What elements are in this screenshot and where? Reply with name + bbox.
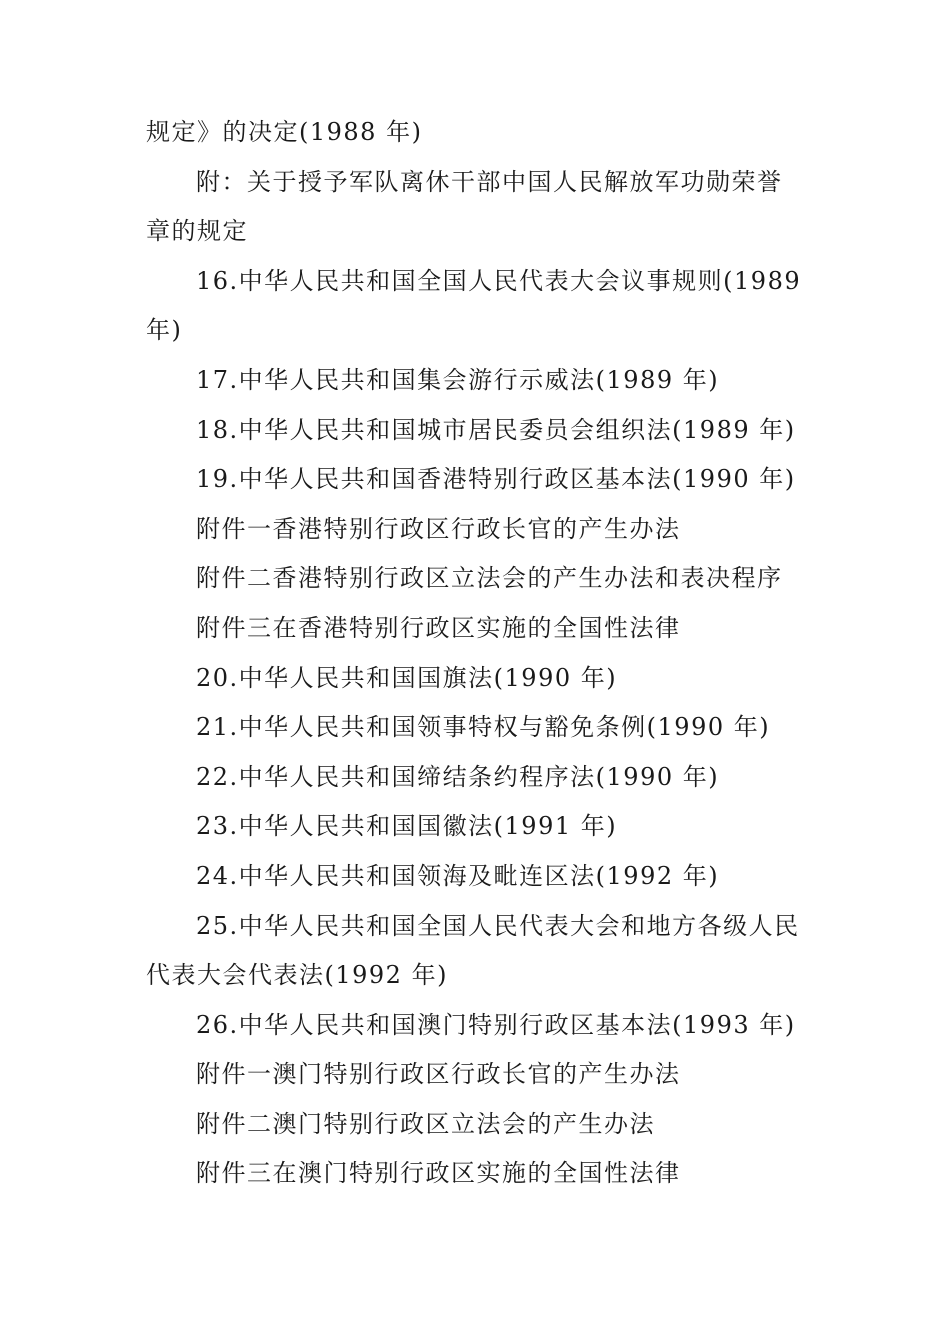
list-item-26-annex-1: 附件一澳门特别行政区行政长官的产生办法 (196, 1060, 681, 1089)
list-item-22: 22.中华人民共和国缔结条约程序法(1990 年) (196, 762, 720, 791)
list-item-23: 23.中华人民共和国国徽法(1991 年) (196, 812, 618, 841)
list-item-19-annex-3: 附件三在香港特别行政区实施的全国性法律 (196, 613, 681, 642)
list-item-19-annex-1: 附件一香港特别行政区行政长官的产生办法 (196, 514, 681, 543)
list-item-26-annex-3: 附件三在澳门特别行政区实施的全国性法律 (196, 1159, 681, 1188)
document-body (146, 108, 806, 1199)
paragraph-appendix-note: 附：关于授予军队离休干部中国人民解放军功勋荣誉章的规定 (146, 167, 783, 246)
list-item-18: 18.中华人民共和国城市居民委员会组织法(1989 年) (196, 415, 796, 444)
list-item-19-annex-2: 附件二香港特别行政区立法会的产生办法和表决程序 (196, 564, 783, 593)
paragraph-continuation: 规定》的决定(1988 年) (146, 118, 423, 146)
list-item-24: 24.中华人民共和国领海及毗连区法(1992 年) (196, 861, 720, 890)
list-item-20: 20.中华人民共和国国旗法(1990 年) (196, 663, 618, 692)
list-item-26-annex-2: 附件二澳门特别行政区立法会的产生办法 (196, 1109, 655, 1138)
list-item-25: 25.中华人民共和国全国人民代表大会和地方各级人民代表大会代表法(1992 年) (146, 911, 800, 990)
list-item-26: 26.中华人民共和国澳门特别行政区基本法(1993 年) (196, 1010, 796, 1039)
list-item-21: 21.中华人民共和国领事特权与豁免条例(1990 年) (196, 713, 771, 742)
list-item-16: 16.中华人民共和国全国人民代表大会议事规则(1989 年) (146, 266, 802, 345)
list-item-17: 17.中华人民共和国集会游行示威法(1989 年) (196, 365, 720, 394)
list-item-19: 19.中华人民共和国香港特别行政区基本法(1990 年) (196, 465, 796, 494)
